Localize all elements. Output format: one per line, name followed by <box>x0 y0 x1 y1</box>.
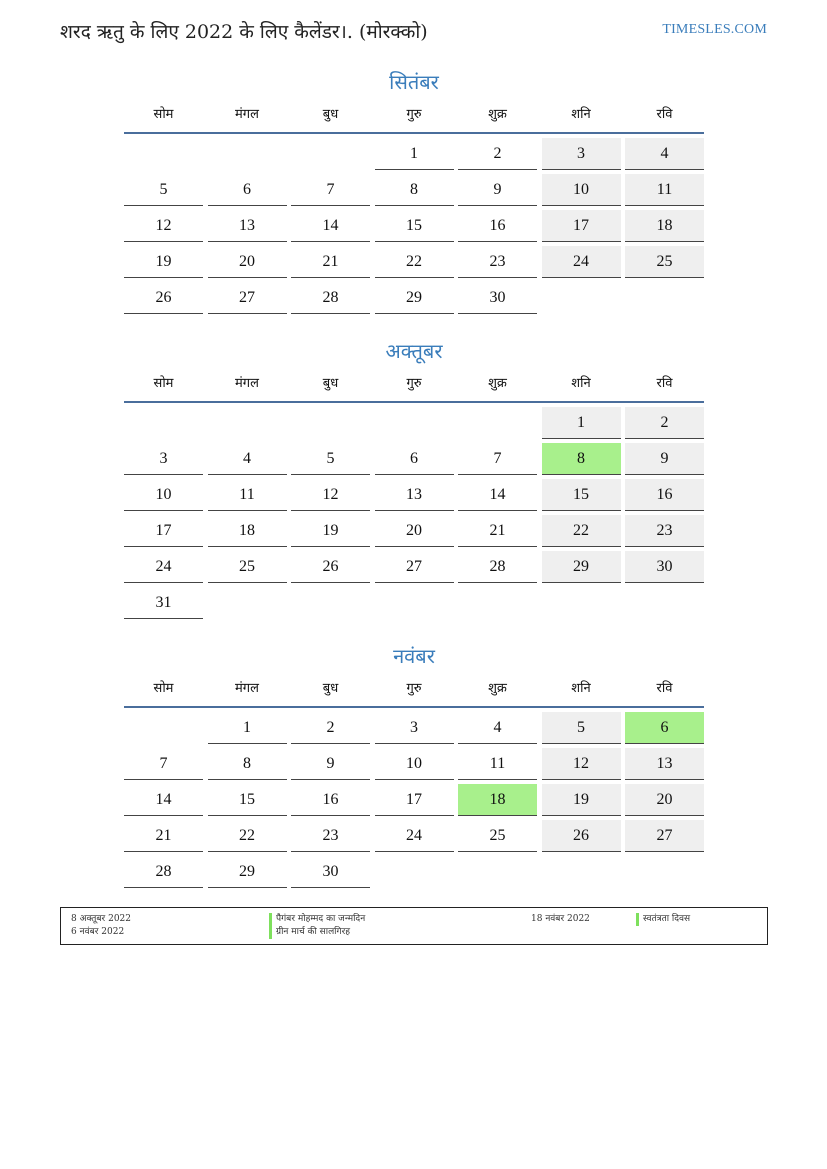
day-cell[interactable]: 6 <box>375 443 454 475</box>
legend-holiday-name: ग्रीन मार्च की सालगिरह <box>276 927 351 937</box>
day-cell[interactable]: 26 <box>542 820 621 852</box>
legend-date: 6 नवंबर 2022 <box>71 927 125 937</box>
weekday-label: गुरु <box>406 681 422 696</box>
weekday-label: बुध <box>322 376 339 391</box>
day-cell[interactable]: 18 <box>625 210 704 242</box>
day-cell[interactable]: 16 <box>458 210 537 242</box>
day-cell[interactable]: 20 <box>625 784 704 816</box>
day-cell[interactable]: 11 <box>625 174 704 206</box>
week-row <box>124 712 704 748</box>
legend-holiday-name: स्वतंत्रता दिवस <box>643 914 691 924</box>
day-cell[interactable]: 4 <box>625 138 704 170</box>
weekday-label: सोम <box>153 376 174 391</box>
day-cell[interactable]: 15 <box>208 784 287 816</box>
empty-cell <box>124 407 203 439</box>
week-row <box>124 551 704 587</box>
day-cell[interactable]: 4 <box>208 443 287 475</box>
empty-cell <box>208 407 287 439</box>
weekday-label: शुक्र <box>488 107 507 122</box>
day-cell[interactable]: 17 <box>124 515 203 547</box>
weekday-label: मंगल <box>235 681 259 696</box>
weekday-label: मंगल <box>235 107 259 122</box>
month-title: अक्तूबर <box>385 339 443 363</box>
day-cell[interactable]: 29 <box>542 551 621 583</box>
day-cell[interactable]: 14 <box>291 210 370 242</box>
day-cell[interactable]: 29 <box>208 856 287 888</box>
day-cell[interactable]: 5 <box>124 174 203 206</box>
day-cell[interactable]: 23 <box>625 515 704 547</box>
day-cell[interactable]: 28 <box>458 551 537 583</box>
day-cell[interactable]: 27 <box>375 551 454 583</box>
weekday-label: शनि <box>571 376 591 391</box>
empty-cell <box>542 282 621 314</box>
day-cell[interactable]: 9 <box>458 174 537 206</box>
day-cell[interactable]: 5 <box>291 443 370 475</box>
day-cell[interactable]: 20 <box>208 246 287 278</box>
day-cell[interactable]: 22 <box>542 515 621 547</box>
week-row <box>124 138 704 174</box>
weekday-header <box>124 672 704 708</box>
weekday-label: रवि <box>656 376 673 391</box>
day-cell[interactable]: 14 <box>124 784 203 816</box>
day-cell[interactable]: 28 <box>291 282 370 314</box>
empty-cell <box>458 587 537 619</box>
week-row <box>124 479 704 515</box>
day-cell[interactable]: 16 <box>625 479 704 511</box>
week-row <box>124 856 704 892</box>
day-cell[interactable]: 19 <box>124 246 203 278</box>
weekday-header <box>124 367 704 403</box>
day-cell[interactable]: 21 <box>291 246 370 278</box>
day-cell[interactable]: 9 <box>625 443 704 475</box>
day-cell[interactable]: 3 <box>542 138 621 170</box>
day-cell[interactable]: 14 <box>458 479 537 511</box>
day-cell[interactable]: 8 <box>208 748 287 780</box>
day-cell[interactable]: 18 <box>208 515 287 547</box>
month-september <box>124 66 704 318</box>
day-cell[interactable]: 30 <box>458 282 537 314</box>
weekday-label: शुक्र <box>488 376 507 391</box>
day-cell[interactable]: 11 <box>458 748 537 780</box>
weekday-label: शनि <box>571 107 591 122</box>
empty-cell <box>458 407 537 439</box>
weekday-label: शुक्र <box>488 681 507 696</box>
day-cell[interactable]: 5 <box>542 712 621 744</box>
day-cell[interactable]: 19 <box>291 515 370 547</box>
week-row <box>124 174 704 210</box>
weekday-label: सोम <box>153 681 174 696</box>
legend-holidays <box>269 913 365 939</box>
holiday-legend <box>60 907 768 945</box>
day-cell[interactable]: 27 <box>208 282 287 314</box>
week-row <box>124 587 704 623</box>
legend-holiday-name: पैगंबर मोहम्मद का जन्मदिन <box>276 914 366 924</box>
day-cell[interactable]: 13 <box>375 479 454 511</box>
weekday-label: शनि <box>571 681 591 696</box>
day-cell[interactable]: 28 <box>124 856 203 888</box>
day-cell[interactable]: 7 <box>458 443 537 475</box>
day-cell[interactable]: 22 <box>208 820 287 852</box>
legend-dates <box>71 913 131 939</box>
empty-cell <box>124 138 203 170</box>
day-cell[interactable]: 25 <box>208 551 287 583</box>
day-cell[interactable]: 2 <box>458 138 537 170</box>
weekday-label: गुरु <box>406 376 422 391</box>
month-october <box>124 335 704 623</box>
weekday-label: रवि <box>656 681 673 696</box>
day-cell[interactable]: 22 <box>375 246 454 278</box>
day-cell[interactable]: 30 <box>625 551 704 583</box>
day-cell[interactable]: 23 <box>291 820 370 852</box>
day-cell[interactable]: 10 <box>124 479 203 511</box>
day-cell[interactable]: 31 <box>124 587 203 619</box>
empty-cell <box>208 587 287 619</box>
page-title: शरद ऋतु के लिए 2022 के लिए कैलेंडर।. (मोरक्को) <box>60 21 428 43</box>
holiday-day-cell[interactable]: 6 <box>625 712 704 744</box>
day-cell[interactable]: 12 <box>124 210 203 242</box>
empty-cell <box>291 138 370 170</box>
weekday-header <box>124 98 704 134</box>
week-grid <box>124 712 704 892</box>
day-cell[interactable]: 1 <box>542 407 621 439</box>
empty-cell <box>625 282 704 314</box>
day-cell[interactable]: 10 <box>542 174 621 206</box>
empty-cell <box>375 856 454 888</box>
day-cell[interactable]: 16 <box>291 784 370 816</box>
week-row <box>124 246 704 282</box>
week-row <box>124 407 704 443</box>
day-cell[interactable]: 26 <box>124 282 203 314</box>
empty-cell <box>542 856 621 888</box>
empty-cell <box>375 407 454 439</box>
legend-dates-2 <box>531 913 590 926</box>
empty-cell <box>625 856 704 888</box>
day-cell[interactable]: 17 <box>375 784 454 816</box>
week-row <box>124 515 704 551</box>
day-cell[interactable]: 3 <box>124 443 203 475</box>
week-row <box>124 784 704 820</box>
empty-cell <box>542 587 621 619</box>
empty-cell <box>208 138 287 170</box>
day-cell[interactable]: 4 <box>458 712 537 744</box>
day-cell[interactable]: 7 <box>291 174 370 206</box>
day-cell[interactable]: 27 <box>625 820 704 852</box>
week-row <box>124 820 704 856</box>
legend-date: 8 अक्तूबर 2022 <box>71 914 132 924</box>
day-cell[interactable]: 20 <box>375 515 454 547</box>
day-cell[interactable]: 10 <box>375 748 454 780</box>
day-cell[interactable]: 2 <box>291 712 370 744</box>
day-cell[interactable]: 21 <box>458 515 537 547</box>
week-row <box>124 443 704 479</box>
day-cell[interactable]: 7 <box>124 748 203 780</box>
day-cell[interactable]: 24 <box>375 820 454 852</box>
week-row <box>124 748 704 784</box>
day-cell[interactable]: 23 <box>458 246 537 278</box>
day-cell[interactable]: 13 <box>625 748 704 780</box>
holiday-day-cell[interactable]: 8 <box>542 443 621 475</box>
week-grid <box>124 138 704 318</box>
day-cell[interactable]: 30 <box>291 856 370 888</box>
week-row <box>124 282 704 318</box>
day-cell[interactable]: 9 <box>291 748 370 780</box>
empty-cell <box>458 856 537 888</box>
day-cell[interactable]: 26 <box>291 551 370 583</box>
day-cell[interactable]: 1 <box>375 138 454 170</box>
day-cell[interactable]: 11 <box>208 479 287 511</box>
day-cell[interactable]: 8 <box>375 174 454 206</box>
weekday-label: रवि <box>656 107 673 122</box>
day-cell[interactable]: 25 <box>625 246 704 278</box>
weekday-label: गुरु <box>406 107 422 122</box>
weekday-label: बुध <box>322 107 339 122</box>
empty-cell <box>625 587 704 619</box>
day-cell[interactable]: 21 <box>124 820 203 852</box>
legend-date: 18 नवंबर 2022 <box>531 914 590 924</box>
weekday-label: बुध <box>322 681 339 696</box>
empty-cell <box>291 587 370 619</box>
day-cell[interactable]: 1 <box>208 712 287 744</box>
month-november <box>124 640 704 892</box>
month-title: सितंबर <box>389 70 439 94</box>
empty-cell <box>291 407 370 439</box>
day-cell[interactable]: 24 <box>124 551 203 583</box>
day-cell[interactable]: 29 <box>375 282 454 314</box>
empty-cell <box>375 587 454 619</box>
legend-holidays-2 <box>636 913 690 926</box>
weekday-label: सोम <box>153 107 174 122</box>
week-row <box>124 210 704 246</box>
site-link[interactable]: TIMESLES.COM <box>662 22 767 37</box>
day-cell[interactable]: 19 <box>542 784 621 816</box>
holiday-day-cell[interactable]: 18 <box>458 784 537 816</box>
day-cell[interactable]: 25 <box>458 820 537 852</box>
day-cell[interactable]: 17 <box>542 210 621 242</box>
weekday-label: मंगल <box>235 376 259 391</box>
day-cell[interactable]: 3 <box>375 712 454 744</box>
day-cell[interactable]: 15 <box>542 479 621 511</box>
day-cell[interactable]: 12 <box>291 479 370 511</box>
month-title: नवंबर <box>393 644 435 668</box>
empty-cell <box>124 712 203 744</box>
day-cell[interactable]: 2 <box>625 407 704 439</box>
day-cell[interactable]: 12 <box>542 748 621 780</box>
week-grid <box>124 407 704 623</box>
day-cell[interactable]: 24 <box>542 246 621 278</box>
day-cell[interactable]: 6 <box>208 174 287 206</box>
day-cell[interactable]: 13 <box>208 210 287 242</box>
day-cell[interactable]: 15 <box>375 210 454 242</box>
